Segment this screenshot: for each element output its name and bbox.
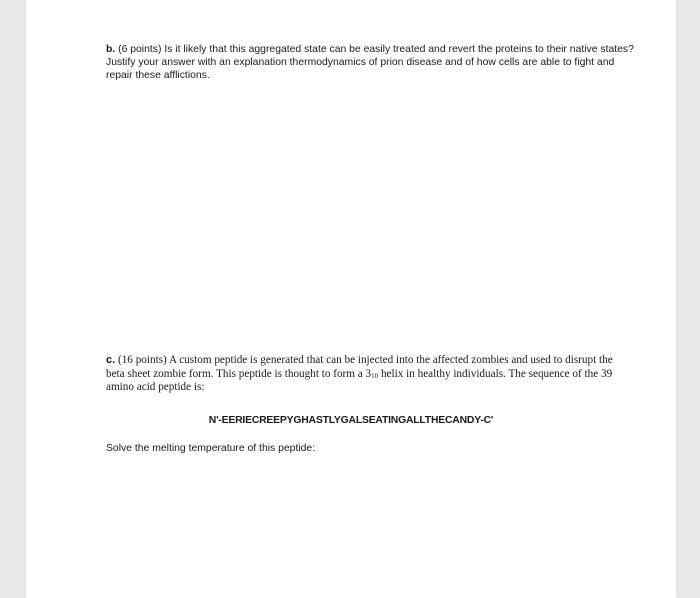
- question-c: [106, 354, 631, 395]
- question-b-letter: b.: [106, 44, 116, 55]
- question-b-text: (6 points) Is it likely that this aggregated state can be easily treated and revert the proteins to their native states? Justify your answer with an explanation thermodynamics of prion disease and of how cells are able to fight and repair these afflictions.: [106, 44, 634, 82]
- melting-temperature-prompt: Solve the melting temperature of this peptide:: [106, 443, 316, 454]
- question-c-letter: c.: [106, 354, 116, 366]
- question-c-text-part2: helix in healthy individuals. The sequence of the 39 amino acid peptide is:: [106, 367, 613, 394]
- document-page: [26, 0, 676, 598]
- peptide-sequence: N'-EERIECREEPYGHASTLYGALSEATINGALLTHECANDY-C': [208, 415, 494, 426]
- helix-subscript: 10: [371, 371, 379, 380]
- question-c-text-part1: (16 points) A custom peptide is generated that can be injected into the affected zombies and used to disrupt the beta sheet zombie form. This peptide is thought to form a 3: [106, 354, 613, 380]
- question-b: [106, 43, 636, 83]
